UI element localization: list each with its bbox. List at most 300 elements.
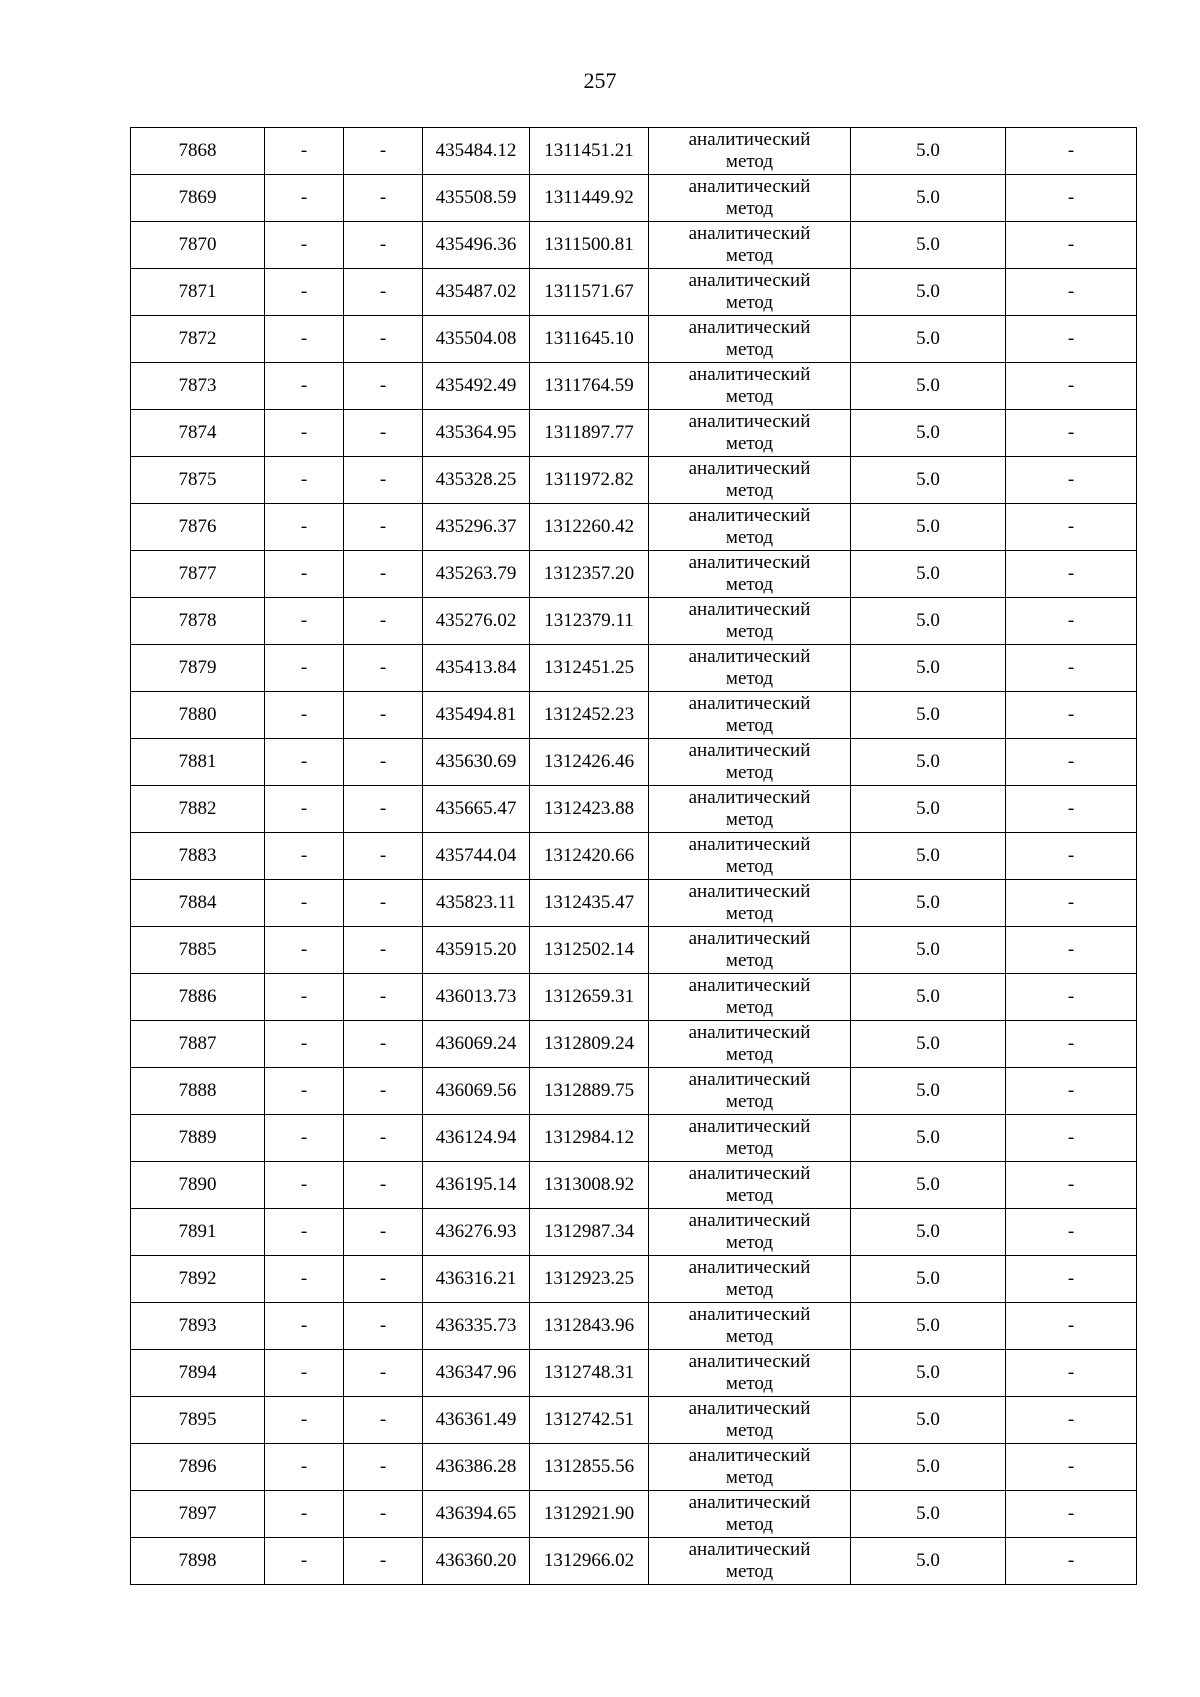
method-line-1: аналитический [688, 1163, 811, 1184]
x-coordinate-cell: 436335.73 [423, 1303, 530, 1350]
method-cell [649, 598, 851, 645]
x-coordinate-cell: 436361.49 [423, 1397, 530, 1444]
empty-value-cell: - [344, 175, 423, 222]
method-line-1: аналитический [688, 1398, 811, 1419]
point-number-cell: 7881 [131, 739, 265, 786]
y-coordinate-cell: 1312423.88 [530, 786, 649, 833]
method-line-1: аналитический [688, 1492, 811, 1513]
empty-value-cell: - [265, 128, 344, 175]
method-cell [649, 1209, 851, 1256]
empty-value-cell: - [265, 692, 344, 739]
x-coordinate-cell: 435823.11 [423, 880, 530, 927]
empty-value-cell: - [265, 1444, 344, 1491]
method-line-1: аналитический [688, 1351, 811, 1372]
coordinates-table [130, 127, 1137, 1585]
empty-value-cell: - [265, 222, 344, 269]
table-row [131, 1209, 1137, 1256]
y-coordinate-cell: 1312260.42 [530, 504, 649, 551]
y-coordinate-cell: 1312855.56 [530, 1444, 649, 1491]
table-row [131, 1068, 1137, 1115]
table-row [131, 1491, 1137, 1538]
note-cell: - [1006, 504, 1137, 551]
table-row [131, 1256, 1137, 1303]
empty-value-cell: - [265, 1491, 344, 1538]
method-line-1: аналитический [688, 552, 811, 573]
note-cell: - [1006, 316, 1137, 363]
table-row [131, 1350, 1137, 1397]
x-coordinate-cell: 435364.95 [423, 410, 530, 457]
empty-value-cell: - [265, 1209, 344, 1256]
method-cell [649, 316, 851, 363]
empty-value-cell: - [344, 504, 423, 551]
y-coordinate-cell: 1311449.92 [530, 175, 649, 222]
point-number-cell: 7892 [131, 1256, 265, 1303]
x-coordinate-cell: 436386.28 [423, 1444, 530, 1491]
point-number-cell: 7891 [131, 1209, 265, 1256]
x-coordinate-cell: 436276.93 [423, 1209, 530, 1256]
x-coordinate-cell: 436394.65 [423, 1491, 530, 1538]
note-cell: - [1006, 128, 1137, 175]
error-value-cell: 5.0 [851, 1256, 1006, 1303]
method-cell [649, 1021, 851, 1068]
table-row [131, 457, 1137, 504]
error-value-cell: 5.0 [851, 410, 1006, 457]
method-line-1: аналитический [688, 975, 811, 996]
method-line-1: аналитический [688, 1445, 811, 1466]
method-line-1: аналитический [688, 1257, 811, 1278]
table-row [131, 1115, 1137, 1162]
method-line-1: аналитический [688, 881, 811, 902]
y-coordinate-cell: 1312451.25 [530, 645, 649, 692]
error-value-cell: 5.0 [851, 1021, 1006, 1068]
method-line-1: аналитический [688, 364, 811, 385]
empty-value-cell: - [265, 1115, 344, 1162]
method-cell [649, 739, 851, 786]
note-cell: - [1006, 1491, 1137, 1538]
table-row [131, 1162, 1137, 1209]
method-line-2: метод [725, 715, 774, 736]
method-line-2: метод [725, 1185, 774, 1206]
y-coordinate-cell: 1311451.21 [530, 128, 649, 175]
empty-value-cell: - [265, 833, 344, 880]
note-cell: - [1006, 1021, 1137, 1068]
point-number-cell: 7871 [131, 269, 265, 316]
x-coordinate-cell: 435487.02 [423, 269, 530, 316]
point-number-cell: 7879 [131, 645, 265, 692]
method-cell [649, 927, 851, 974]
method-line-2: метод [725, 1467, 774, 1488]
method-line-2: метод [725, 245, 774, 266]
method-line-1: аналитический [688, 1116, 811, 1137]
empty-value-cell: - [265, 927, 344, 974]
empty-value-cell: - [265, 504, 344, 551]
method-line-1: аналитический [688, 740, 811, 761]
point-number-cell: 7885 [131, 927, 265, 974]
method-line-1: аналитический [688, 646, 811, 667]
method-cell [649, 1256, 851, 1303]
point-number-cell: 7880 [131, 692, 265, 739]
table-row [131, 786, 1137, 833]
y-coordinate-cell: 1311972.82 [530, 457, 649, 504]
point-number-cell: 7883 [131, 833, 265, 880]
empty-value-cell: - [344, 1303, 423, 1350]
point-number-cell: 7882 [131, 786, 265, 833]
method-cell [649, 692, 851, 739]
x-coordinate-cell: 436316.21 [423, 1256, 530, 1303]
point-number-cell: 7870 [131, 222, 265, 269]
method-cell [649, 1491, 851, 1538]
empty-value-cell: - [265, 1350, 344, 1397]
note-cell: - [1006, 457, 1137, 504]
note-cell: - [1006, 739, 1137, 786]
empty-value-cell: - [344, 1115, 423, 1162]
method-cell [649, 880, 851, 927]
point-number-cell: 7877 [131, 551, 265, 598]
empty-value-cell: - [265, 598, 344, 645]
note-cell: - [1006, 551, 1137, 598]
empty-value-cell: - [265, 1303, 344, 1350]
x-coordinate-cell: 436347.96 [423, 1350, 530, 1397]
error-value-cell: 5.0 [851, 269, 1006, 316]
empty-value-cell: - [344, 1256, 423, 1303]
error-value-cell: 5.0 [851, 504, 1006, 551]
error-value-cell: 5.0 [851, 1397, 1006, 1444]
note-cell: - [1006, 1350, 1137, 1397]
table-row [131, 410, 1137, 457]
point-number-cell: 7887 [131, 1021, 265, 1068]
method-line-1: аналитический [688, 1210, 811, 1231]
method-line-2: метод [725, 527, 774, 548]
table-row [131, 880, 1137, 927]
page-number: 257 [583, 68, 617, 93]
table-row [131, 551, 1137, 598]
x-coordinate-cell: 435665.47 [423, 786, 530, 833]
empty-value-cell: - [265, 974, 344, 1021]
error-value-cell: 5.0 [851, 1350, 1006, 1397]
note-cell: - [1006, 1115, 1137, 1162]
x-coordinate-cell: 436069.56 [423, 1068, 530, 1115]
method-cell [649, 1303, 851, 1350]
x-coordinate-cell: 435328.25 [423, 457, 530, 504]
empty-value-cell: - [344, 927, 423, 974]
x-coordinate-cell: 435504.08 [423, 316, 530, 363]
error-value-cell: 5.0 [851, 1303, 1006, 1350]
method-line-1: аналитический [688, 599, 811, 620]
error-value-cell: 5.0 [851, 645, 1006, 692]
method-line-2: метод [725, 621, 774, 642]
y-coordinate-cell: 1312742.51 [530, 1397, 649, 1444]
method-line-1: аналитический [688, 129, 811, 150]
method-line-2: метод [725, 856, 774, 877]
empty-value-cell: - [344, 222, 423, 269]
method-cell [649, 1068, 851, 1115]
point-number-cell: 7898 [131, 1538, 265, 1585]
table-row [131, 222, 1137, 269]
point-number-cell: 7868 [131, 128, 265, 175]
method-cell [649, 222, 851, 269]
method-cell [649, 1115, 851, 1162]
method-cell [649, 457, 851, 504]
method-cell [649, 974, 851, 1021]
error-value-cell: 5.0 [851, 316, 1006, 363]
note-cell: - [1006, 1397, 1137, 1444]
point-number-cell: 7886 [131, 974, 265, 1021]
method-line-2: метод [725, 1373, 774, 1394]
empty-value-cell: - [344, 1491, 423, 1538]
note-cell: - [1006, 645, 1137, 692]
method-cell [649, 410, 851, 457]
method-line-1: аналитический [688, 1022, 811, 1043]
y-coordinate-cell: 1311571.67 [530, 269, 649, 316]
point-number-cell: 7896 [131, 1444, 265, 1491]
method-cell [649, 645, 851, 692]
empty-value-cell: - [265, 1021, 344, 1068]
error-value-cell: 5.0 [851, 175, 1006, 222]
y-coordinate-cell: 1312357.20 [530, 551, 649, 598]
point-number-cell: 7889 [131, 1115, 265, 1162]
error-value-cell: 5.0 [851, 833, 1006, 880]
point-number-cell: 7872 [131, 316, 265, 363]
y-coordinate-cell: 1311897.77 [530, 410, 649, 457]
method-cell [649, 1538, 851, 1585]
method-line-2: метод [725, 1091, 774, 1112]
method-line-2: метод [725, 574, 774, 595]
table-row [131, 363, 1137, 410]
note-cell: - [1006, 1209, 1137, 1256]
method-line-2: метод [725, 198, 774, 219]
x-coordinate-cell: 435494.81 [423, 692, 530, 739]
error-value-cell: 5.0 [851, 222, 1006, 269]
y-coordinate-cell: 1312921.90 [530, 1491, 649, 1538]
note-cell: - [1006, 1256, 1137, 1303]
error-value-cell: 5.0 [851, 692, 1006, 739]
method-line-1: аналитический [688, 787, 811, 808]
empty-value-cell: - [265, 1538, 344, 1585]
note-cell: - [1006, 1068, 1137, 1115]
empty-value-cell: - [265, 175, 344, 222]
method-line-1: аналитический [688, 270, 811, 291]
empty-value-cell: - [344, 457, 423, 504]
note-cell: - [1006, 786, 1137, 833]
point-number-cell: 7890 [131, 1162, 265, 1209]
error-value-cell: 5.0 [851, 880, 1006, 927]
table-row [131, 269, 1137, 316]
empty-value-cell: - [344, 316, 423, 363]
empty-value-cell: - [265, 316, 344, 363]
point-number-cell: 7869 [131, 175, 265, 222]
empty-value-cell: - [265, 410, 344, 457]
empty-value-cell: - [344, 833, 423, 880]
method-line-1: аналитический [688, 834, 811, 855]
empty-value-cell: - [265, 786, 344, 833]
method-cell [649, 504, 851, 551]
empty-value-cell: - [265, 457, 344, 504]
y-coordinate-cell: 1312809.24 [530, 1021, 649, 1068]
y-coordinate-cell: 1312984.12 [530, 1115, 649, 1162]
empty-value-cell: - [265, 1256, 344, 1303]
method-cell [649, 1397, 851, 1444]
method-cell [649, 833, 851, 880]
note-cell: - [1006, 927, 1137, 974]
empty-value-cell: - [344, 786, 423, 833]
note-cell: - [1006, 269, 1137, 316]
point-number-cell: 7895 [131, 1397, 265, 1444]
method-line-2: метод [725, 1326, 774, 1347]
empty-value-cell: - [344, 1538, 423, 1585]
method-cell [649, 1350, 851, 1397]
method-cell [649, 1162, 851, 1209]
method-line-1: аналитический [688, 176, 811, 197]
y-coordinate-cell: 1311764.59 [530, 363, 649, 410]
point-number-cell: 7878 [131, 598, 265, 645]
y-coordinate-cell: 1312452.23 [530, 692, 649, 739]
note-cell: - [1006, 880, 1137, 927]
x-coordinate-cell: 435276.02 [423, 598, 530, 645]
empty-value-cell: - [344, 645, 423, 692]
empty-value-cell: - [265, 363, 344, 410]
method-line-1: аналитический [688, 928, 811, 949]
x-coordinate-cell: 435496.36 [423, 222, 530, 269]
point-number-cell: 7874 [131, 410, 265, 457]
table-row [131, 128, 1137, 175]
method-line-2: метод [725, 903, 774, 924]
empty-value-cell: - [344, 880, 423, 927]
method-line-1: аналитический [688, 317, 811, 338]
table-row [131, 504, 1137, 551]
method-line-1: аналитический [688, 1069, 811, 1090]
method-line-2: метод [725, 339, 774, 360]
table-row [131, 1444, 1137, 1491]
empty-value-cell: - [344, 598, 423, 645]
table-row [131, 974, 1137, 1021]
empty-value-cell: - [344, 551, 423, 598]
method-line-1: аналитический [688, 505, 811, 526]
x-coordinate-cell: 435413.84 [423, 645, 530, 692]
method-line-1: аналитический [688, 1539, 811, 1560]
table-row [131, 1397, 1137, 1444]
empty-value-cell: - [265, 1162, 344, 1209]
error-value-cell: 5.0 [851, 974, 1006, 1021]
note-cell: - [1006, 1162, 1137, 1209]
y-coordinate-cell: 1312889.75 [530, 1068, 649, 1115]
point-number-cell: 7897 [131, 1491, 265, 1538]
point-number-cell: 7888 [131, 1068, 265, 1115]
method-line-2: метод [725, 1138, 774, 1159]
empty-value-cell: - [344, 410, 423, 457]
y-coordinate-cell: 1312966.02 [530, 1538, 649, 1585]
method-line-2: метод [725, 1279, 774, 1300]
y-coordinate-cell: 1313008.92 [530, 1162, 649, 1209]
error-value-cell: 5.0 [851, 1068, 1006, 1115]
empty-value-cell: - [265, 645, 344, 692]
y-coordinate-cell: 1312420.66 [530, 833, 649, 880]
note-cell: - [1006, 363, 1137, 410]
error-value-cell: 5.0 [851, 128, 1006, 175]
error-value-cell: 5.0 [851, 1538, 1006, 1585]
empty-value-cell: - [344, 363, 423, 410]
error-value-cell: 5.0 [851, 927, 1006, 974]
error-value-cell: 5.0 [851, 1209, 1006, 1256]
point-number-cell: 7893 [131, 1303, 265, 1350]
empty-value-cell: - [265, 269, 344, 316]
table-body [131, 128, 1137, 1585]
method-line-1: аналитический [688, 1304, 811, 1325]
y-coordinate-cell: 1312379.11 [530, 598, 649, 645]
empty-value-cell: - [344, 692, 423, 739]
table-row [131, 739, 1137, 786]
method-line-2: метод [725, 292, 774, 313]
error-value-cell: 5.0 [851, 363, 1006, 410]
method-line-1: аналитический [688, 411, 811, 432]
error-value-cell: 5.0 [851, 551, 1006, 598]
note-cell: - [1006, 974, 1137, 1021]
table-row [131, 1303, 1137, 1350]
method-cell [649, 363, 851, 410]
x-coordinate-cell: 435508.59 [423, 175, 530, 222]
empty-value-cell: - [265, 1397, 344, 1444]
error-value-cell: 5.0 [851, 457, 1006, 504]
note-cell: - [1006, 222, 1137, 269]
table-row [131, 1021, 1137, 1068]
error-value-cell: 5.0 [851, 1491, 1006, 1538]
method-line-1: аналитический [688, 223, 811, 244]
point-number-cell: 7873 [131, 363, 265, 410]
method-line-2: метод [725, 151, 774, 172]
empty-value-cell: - [344, 1209, 423, 1256]
method-cell [649, 269, 851, 316]
y-coordinate-cell: 1311500.81 [530, 222, 649, 269]
x-coordinate-cell: 436195.14 [423, 1162, 530, 1209]
note-cell: - [1006, 410, 1137, 457]
y-coordinate-cell: 1312987.34 [530, 1209, 649, 1256]
method-line-2: метод [725, 1561, 774, 1582]
empty-value-cell: - [344, 1350, 423, 1397]
method-line-2: метод [725, 1044, 774, 1065]
method-line-2: метод [725, 1420, 774, 1441]
note-cell: - [1006, 1303, 1137, 1350]
y-coordinate-cell: 1312748.31 [530, 1350, 649, 1397]
method-line-1: аналитический [688, 693, 811, 714]
note-cell: - [1006, 833, 1137, 880]
method-line-1: аналитический [688, 458, 811, 479]
empty-value-cell: - [344, 1162, 423, 1209]
note-cell: - [1006, 1538, 1137, 1585]
table-row [131, 1538, 1137, 1585]
method-line-2: метод [725, 1232, 774, 1253]
table-row [131, 645, 1137, 692]
x-coordinate-cell: 435915.20 [423, 927, 530, 974]
empty-value-cell: - [265, 1068, 344, 1115]
table-row [131, 927, 1137, 974]
method-line-2: метод [725, 480, 774, 501]
point-number-cell: 7876 [131, 504, 265, 551]
method-line-2: метод [725, 386, 774, 407]
empty-value-cell: - [344, 1444, 423, 1491]
x-coordinate-cell: 435484.12 [423, 128, 530, 175]
method-line-2: метод [725, 668, 774, 689]
method-cell [649, 551, 851, 598]
y-coordinate-cell: 1312435.47 [530, 880, 649, 927]
error-value-cell: 5.0 [851, 1115, 1006, 1162]
empty-value-cell: - [344, 128, 423, 175]
method-cell [649, 786, 851, 833]
empty-value-cell: - [265, 880, 344, 927]
method-line-2: метод [725, 762, 774, 783]
point-number-cell: 7894 [131, 1350, 265, 1397]
x-coordinate-cell: 436069.24 [423, 1021, 530, 1068]
y-coordinate-cell: 1311645.10 [530, 316, 649, 363]
method-line-2: метод [725, 809, 774, 830]
